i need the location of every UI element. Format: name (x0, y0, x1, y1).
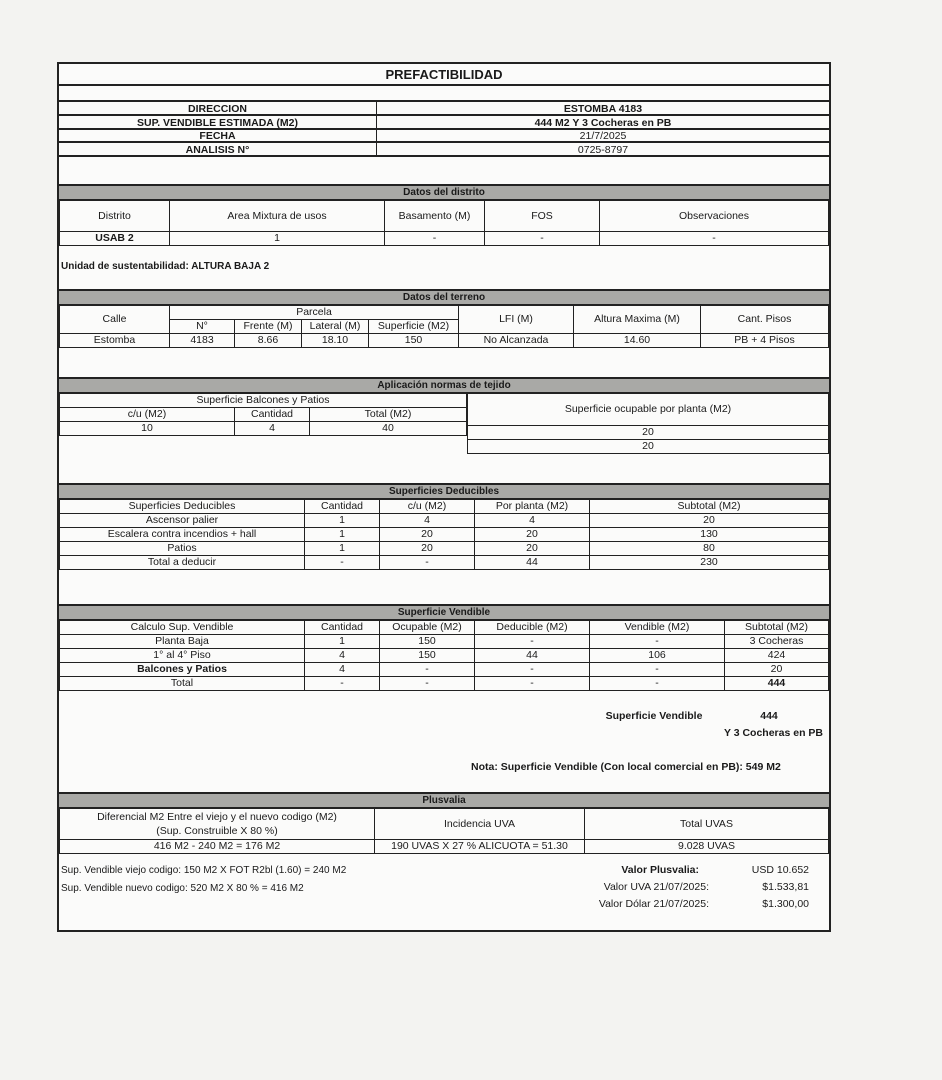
unidad-sustentabilidad-note: Unidad de sustentabilidad: ALTURA BAJA 2 (61, 261, 270, 272)
plusvalia-band: Plusvalia (59, 792, 829, 808)
cell: - (475, 663, 590, 677)
altura-value: 14.60 (574, 334, 701, 348)
altura-header: Altura Maxima (M) (574, 306, 701, 334)
total-header: Total (M2) (310, 408, 467, 422)
col-header: c/u (M2) (380, 500, 475, 514)
superficie-header: Superficie (M2) (369, 320, 459, 334)
cell: 20 (380, 528, 475, 542)
calle-header: Calle (60, 306, 170, 334)
vendible-table (59, 620, 829, 691)
cu-value: 10 (60, 422, 235, 436)
numero-value: 4183 (170, 334, 235, 348)
valor-uva-value: $1.533,81 (762, 880, 809, 893)
distrito-table (59, 200, 829, 246)
cell: 130 (590, 528, 829, 542)
cell: Total (60, 677, 305, 691)
summary-extra: Y 3 Cocheras en PB (723, 726, 823, 739)
col-header: Cantidad (305, 621, 380, 635)
valor-dolar-label: Valor Dólar 21/07/2025: (598, 897, 709, 910)
nota-local-comercial: Nota: Superficie Vendible (Con local comercial en PB): 549 M2 (471, 760, 781, 773)
cell: - (590, 663, 725, 677)
cell: 4 (380, 514, 475, 528)
area-mixtura-header: Area Mixtura de usos (170, 201, 385, 232)
col-header: Vendible (M2) (590, 621, 725, 635)
diferencial-header-line1: Diferencial M2 Entre el viejo y el nuevo codigo (M2) (97, 811, 337, 823)
cell: - (305, 677, 380, 691)
table-row (60, 663, 829, 677)
table-row (60, 649, 829, 663)
fecha-value: 21/7/2025 (579, 130, 627, 143)
col-header: Subtotal (M2) (725, 621, 829, 635)
cell: 20 (475, 528, 590, 542)
diferencial-value: 416 M2 - 240 M2 = 176 M2 (60, 840, 375, 854)
col-header: Cantidad (305, 500, 380, 514)
fos-value: - (485, 232, 600, 246)
cell: 1 (305, 514, 380, 528)
cell: 424 (725, 649, 829, 663)
cell: Planta Baja (60, 635, 305, 649)
document-title: PREFACTIBILIDAD (385, 66, 503, 82)
frente-value: 8.66 (235, 334, 302, 348)
summary-label: Superficie Vendible (605, 709, 703, 722)
cu-header: c/u (M2) (60, 408, 235, 422)
prefactibilidad-sheet (57, 62, 831, 932)
lfi-value: No Alcanzada (459, 334, 574, 348)
cell: 20 (725, 663, 829, 677)
deducibles-table (59, 499, 829, 570)
cell: Escalera contra incendios + hall (60, 528, 305, 542)
ocupable-table (467, 393, 829, 454)
diferencial-header-line2: (Sup. Construible X 80 %) (156, 825, 278, 837)
observaciones-value: - (600, 232, 829, 246)
cell: Ascensor palier (60, 514, 305, 528)
cell: - (305, 556, 380, 570)
table-row (60, 542, 829, 556)
col-header: Ocupable (M2) (380, 621, 475, 635)
distrito-band: Datos del distrito (59, 184, 829, 200)
deducibles-band: Superficies Deducibles (59, 483, 829, 499)
cell: Total a deducir (60, 556, 305, 570)
cantidad-header: Cantidad (235, 408, 310, 422)
cell: 444 (725, 677, 829, 691)
cell: 80 (590, 542, 829, 556)
col-header: Calculo Sup. Vendible (60, 621, 305, 635)
table-row (60, 514, 829, 528)
pisos-value: PB + 4 Pisos (701, 334, 829, 348)
observaciones-header: Observaciones (600, 201, 829, 232)
cell: - (590, 635, 725, 649)
cell: Balcones y Patios (60, 663, 305, 677)
vendible-band: Superficie Vendible (59, 604, 829, 620)
total-uvas-value: 9.028 UVAS (585, 840, 829, 854)
cell: 3 Cocheras (725, 635, 829, 649)
lateral-value: 18.10 (302, 334, 369, 348)
incidencia-header: Incidencia UVA (375, 809, 585, 840)
direccion-value: ESTOMBA 4183 (563, 102, 643, 115)
cell: 44 (475, 556, 590, 570)
frente-header: Frente (M) (235, 320, 302, 334)
col-header: Deducible (M2) (475, 621, 590, 635)
cell: - (475, 677, 590, 691)
numero-header: N° (170, 320, 235, 334)
cell: - (380, 677, 475, 691)
cell: 1 (305, 528, 380, 542)
distrito-header: Distrito (60, 201, 170, 232)
cell: - (380, 556, 475, 570)
sup-vendible-value: 444 M2 Y 3 Cocheras en PB (534, 116, 672, 129)
total-row (60, 556, 829, 570)
cell: 150 (380, 649, 475, 663)
analisis-label: ANALISIS N° (59, 143, 377, 157)
cell: 1 (305, 542, 380, 556)
balcones-table (59, 393, 467, 436)
terreno-band: Datos del terreno (59, 289, 829, 305)
total-value: 40 (310, 422, 467, 436)
ocupable-header: Superficie ocupable por planta (M2) (468, 394, 829, 426)
area-mixtura-value: 1 (170, 232, 385, 246)
calle-value: Estomba (60, 334, 170, 348)
basamento-header: Basamento (M) (385, 201, 485, 232)
cell: 20 (590, 514, 829, 528)
valor-uva-label: Valor UVA 21/07/2025: (603, 880, 709, 893)
col-header: Por planta (M2) (475, 500, 590, 514)
direccion-label: DIRECCION (59, 102, 377, 116)
summary-value: 444 (760, 709, 778, 722)
analisis-value: 0725-8797 (577, 143, 629, 156)
cell: 44 (475, 649, 590, 663)
ocupable-value-2: 20 (468, 440, 829, 454)
ocupable-value-1: 20 (468, 426, 829, 440)
tejido-band: Aplicación normas de tejido (59, 377, 829, 393)
cell: 20 (475, 542, 590, 556)
cell: Patios (60, 542, 305, 556)
superficie-value: 150 (369, 334, 459, 348)
cell: 4 (475, 514, 590, 528)
col-header: Superficies Deducibles (60, 500, 305, 514)
balcones-header: Superficie Balcones y Patios (60, 394, 467, 408)
lfi-header: LFI (M) (459, 306, 574, 334)
total-uvas-header: Total UVAS (585, 809, 829, 840)
cell: 150 (380, 635, 475, 649)
cell: - (475, 635, 590, 649)
table-row (60, 528, 829, 542)
distrito-value: USAB 2 (60, 232, 170, 246)
cell: 1 (305, 635, 380, 649)
basamento-value: - (385, 232, 485, 246)
sup-vendible-label: SUP. VENDIBLE ESTIMADA (M2) (59, 116, 377, 130)
vendible-header-row (60, 621, 829, 635)
spacer-row (59, 86, 829, 102)
col-header: Subtotal (M2) (590, 500, 829, 514)
cell: - (590, 677, 725, 691)
cell: 106 (590, 649, 725, 663)
diferencial-header (60, 809, 375, 840)
valor-dolar-value: $1.300,00 (762, 897, 809, 910)
cantidad-value: 4 (235, 422, 310, 436)
parcela-header: Parcela (170, 306, 459, 320)
nuevo-codigo-note: Sup. Vendible nuevo codigo: 520 M2 X 80 % = 416 M2 (61, 883, 304, 894)
total-row (60, 677, 829, 691)
cell: 1° al 4° Piso (60, 649, 305, 663)
title-row (59, 64, 829, 86)
pisos-header: Cant. Pisos (701, 306, 829, 334)
cell: 4 (305, 649, 380, 663)
terreno-table (59, 305, 829, 348)
table-row (60, 635, 829, 649)
valor-plusvalia-label: Valor Plusvalia: (621, 863, 699, 876)
cell: - (380, 663, 475, 677)
fecha-label: FECHA (59, 130, 377, 143)
cell: 230 (590, 556, 829, 570)
lateral-header: Lateral (M) (302, 320, 369, 334)
cell: 20 (380, 542, 475, 556)
valor-plusvalia-value: USD 10.652 (751, 863, 809, 876)
plusvalia-table (59, 808, 829, 854)
viejo-codigo-note: Sup. Vendible viejo codigo: 150 M2 X FOT R2bl (1.60) = 240 M2 (61, 865, 347, 876)
incidencia-value: 190 UVAS X 27 % ALICUOTA = 51.30 (375, 840, 585, 854)
deducibles-header-row (60, 500, 829, 514)
cell: 4 (305, 663, 380, 677)
fos-header: FOS (485, 201, 600, 232)
